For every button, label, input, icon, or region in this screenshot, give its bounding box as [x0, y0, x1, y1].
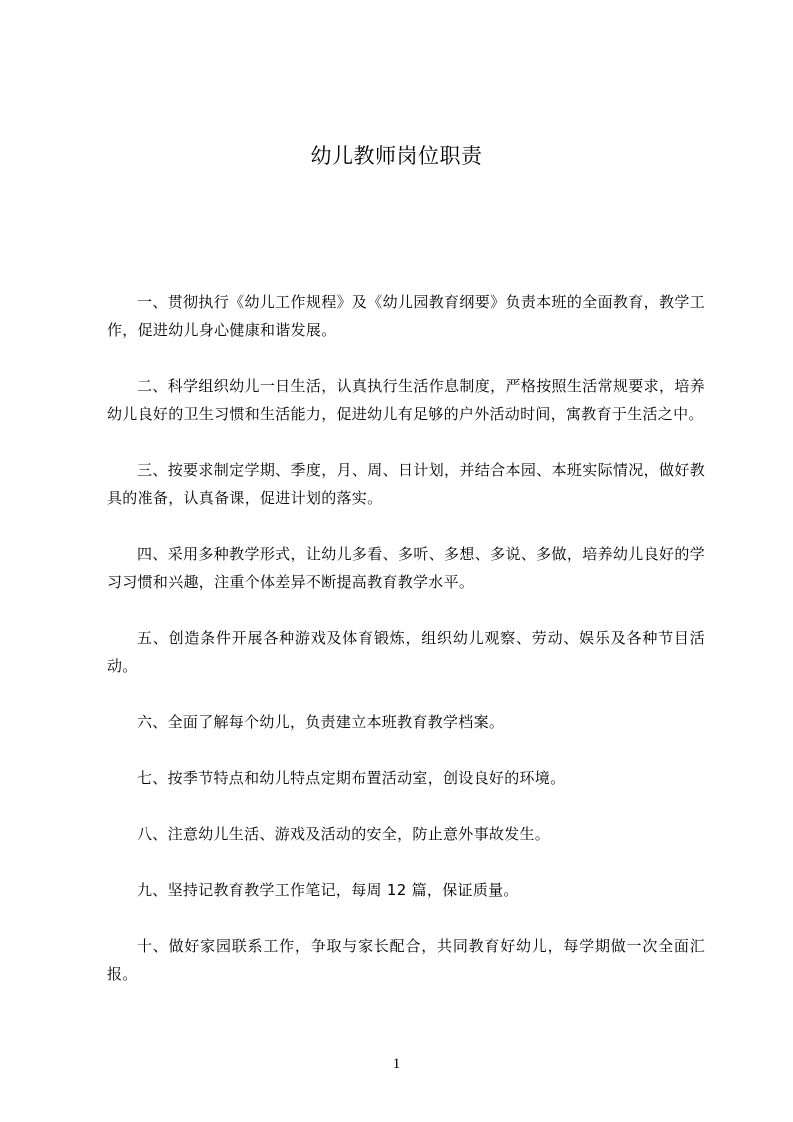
duty-item-10: 十、做好家园联系工作，争取与家长配合，共同教育好幼儿，每学期做一次全面汇报。: [107, 937, 705, 983]
duty-item-9: 九、坚持记教育教学工作笔记，每周 12 篇，保证质量。: [137, 881, 519, 899]
page-title: 幼儿教师岗位职责: [310, 144, 483, 168]
duty-item-6: 六、全面了解每个幼儿，负责建立本班教育教学档案。: [137, 713, 505, 731]
duty-item-4: 四、采用多种教学形式，让幼儿多看、多听、多想、多说、多做，培养幼儿良好的学习习惯和兴趣，注重个体差异不断提高教育教学水平。: [107, 545, 705, 591]
duties-list: [107, 288, 705, 988]
duty-item-5: 五、创造条件开展各种游戏及体育锻炼，组织幼儿观察、劳动、娱乐及各种节目活动。: [107, 629, 705, 675]
duty-item-7: 七、按季节特点和幼儿特点定期布置活动室，创设良好的环境。: [137, 769, 566, 787]
duty-item-3: 三、按要求制定学期、季度，月、周、日计划，并结合本园、本班实际情况，做好教具的准备，认真备课，促进计划的落实。: [107, 461, 705, 507]
duty-item-2: 二、科学组织幼儿一日生活，认真执行生活作息制度，严格按照生活常规要求，培养幼儿良好的卫生习惯和生活能力，促进幼儿有足够的户外活动时间，寓教育于生活之中。: [107, 377, 705, 423]
page-number: 1: [392, 1056, 401, 1072]
duty-item-8: 八、注意幼儿生活、游戏及活动的安全，防止意外事故发生。: [137, 825, 551, 843]
duty-item-1: 一、贯彻执行《幼儿工作规程》及《幼儿园教育纲要》负责本班的全面教育，教学工作，促进幼儿身心健康和谐发展。: [107, 293, 705, 339]
